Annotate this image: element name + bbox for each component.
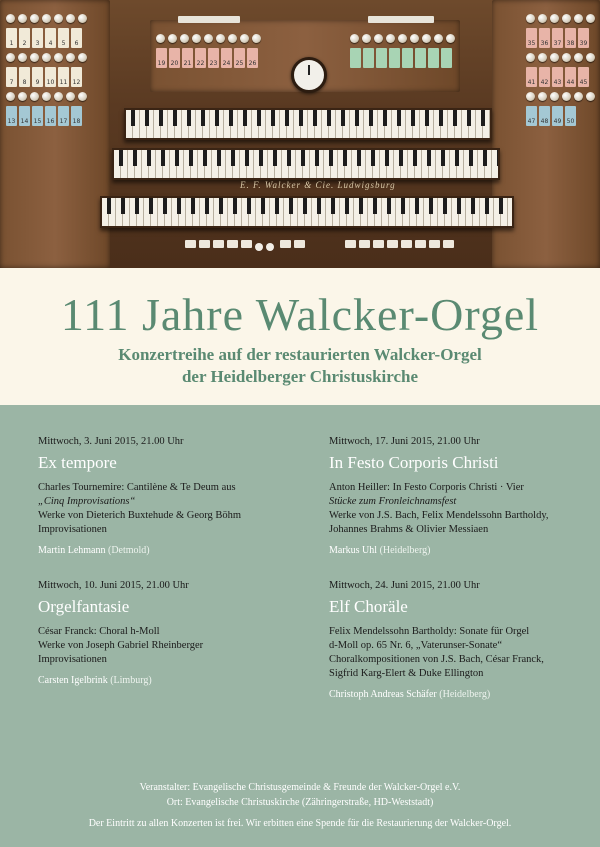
venue-line: Ort: Evangelische Christuskirche (Zähringerstraße, HD-Weststadt) <box>166 797 434 808</box>
stop-tab: 16 <box>45 106 56 126</box>
concert-3 <box>38 580 298 686</box>
performer-name: Martin Lehmann <box>38 545 106 556</box>
stop-tab: 39 <box>578 28 589 48</box>
concert-date: Mittwoch, 17. Juni 2015, 21.00 Uhr <box>329 436 480 447</box>
manual-keyboard-1 <box>100 196 514 228</box>
stop-tab: 38 <box>565 28 576 48</box>
program-line: Werke von J.S. Bach, Felix Mendelssohn Bartholdy, <box>329 510 549 521</box>
concert-performer <box>329 689 589 700</box>
manual-keyboard-3 <box>124 108 492 140</box>
subtitle <box>0 344 600 388</box>
stop-tab: 14 <box>19 106 30 126</box>
stop-tab: 11 <box>58 67 69 87</box>
stop-tab: 13 <box>6 106 17 126</box>
performer-name: Markus Uhl <box>329 545 378 556</box>
stop-tab: 4 <box>45 28 56 48</box>
concert-program <box>329 625 589 681</box>
stop-tab: 43 <box>552 67 563 87</box>
center-left-stops <box>156 34 261 68</box>
maker-inscription: E. F. Walcker & Cie. Ludwigsburg <box>240 180 396 190</box>
admission-line: Der Eintritt zu allen Konzerten ist frei. Wir erbitten eine Spende für die Restaurierung der Walcker-Orgel. <box>88 818 512 829</box>
organ-console-photo <box>0 0 600 268</box>
stop-tab: 5 <box>58 28 69 48</box>
stop-tab: 37 <box>552 28 563 48</box>
pistons-center <box>280 240 305 248</box>
center-right-stops <box>350 34 455 68</box>
subtitle-line-2: der Heidelberger Christuskirche <box>181 367 419 386</box>
program-line: César Franck: Choral h-Moll <box>38 626 160 637</box>
program-line: Improvisationen <box>38 524 107 535</box>
stop-tab: 2 <box>19 28 30 48</box>
stop-tab: 19 <box>156 48 167 68</box>
stop-tab: 44 <box>565 67 576 87</box>
concert-title: Elf Choräle <box>329 597 408 616</box>
concert-title: Orgelfantasie <box>38 597 130 616</box>
stop-tab: 18 <box>71 106 82 126</box>
program-line: Sigfrid Karg-Elert & Duke Ellington <box>329 668 484 679</box>
stop-tab: 15 <box>32 106 43 126</box>
performer-city: (Limburg) <box>110 675 152 686</box>
performer-city: (Heidelberg) <box>379 545 431 556</box>
concert-title: In Festo Corporis Christi <box>329 453 499 472</box>
concert-1 <box>38 436 298 556</box>
program-line: d-Moll op. 65 Nr. 6, „Vaterunser-Sonate“ <box>329 640 502 651</box>
concert-program <box>38 625 298 667</box>
concert-date: Mittwoch, 24. Juni 2015, 21.00 Uhr <box>329 580 480 591</box>
stop-tab: 24 <box>221 48 232 68</box>
performer-city: (Detmold) <box>107 545 150 556</box>
program-line: Werke von Dieterich Buxtehude & Georg Böhm <box>38 510 242 521</box>
stop-tab: 21 <box>182 48 193 68</box>
program-line: Improvisationen <box>38 654 107 665</box>
stop-tab: 6 <box>71 28 82 48</box>
stop-tab: 12 <box>71 67 82 87</box>
program-line: Johannes Brahms & Olivier Messiaen <box>329 524 489 535</box>
subtitle-line-1: Konzertreihe auf der restaurierten Walcker-Orgel <box>118 345 482 364</box>
label-plate-left <box>178 16 240 23</box>
concert-4 <box>329 580 589 700</box>
stop-tab: 41 <box>526 67 537 87</box>
concert-program <box>38 481 298 537</box>
stop-tab: 17 <box>58 106 69 126</box>
stop-tab: 45 <box>578 67 589 87</box>
stop-tab: 25 <box>234 48 245 68</box>
concert-date: Mittwoch, 10. Juni 2015, 21.00 Uhr <box>38 580 189 591</box>
stop-tab: 8 <box>19 67 30 87</box>
concert-program <box>329 481 589 537</box>
stop-tab: 22 <box>195 48 206 68</box>
stop-tab: 47 <box>526 106 537 126</box>
stop-tab: 36 <box>539 28 550 48</box>
stop-tab: 48 <box>539 106 550 126</box>
stop-tab: 42 <box>539 67 550 87</box>
program-line: Stücke zum Fronleichnamsfest <box>329 496 457 507</box>
stop-tab: 1 <box>6 28 17 48</box>
concert-title: Ex tempore <box>38 453 117 472</box>
concert-performer <box>38 675 298 686</box>
right-stops <box>526 14 595 126</box>
performer-city: (Heidelberg) <box>439 689 491 700</box>
program-line: Anton Heiller: In Festo Corporis Christi · Vier <box>329 482 524 493</box>
footer <box>0 780 600 831</box>
program-line: „Cinq Improvisations“ <box>38 496 136 507</box>
program-line: Charles Tournemire: Cantilène & Te Deum aus <box>38 482 236 493</box>
title-band <box>0 268 600 405</box>
stop-tab: 49 <box>552 106 563 126</box>
stop-tab: 20 <box>169 48 180 68</box>
pistons-right <box>345 240 454 248</box>
concert-performer <box>38 545 298 556</box>
stop-tab: 50 <box>565 106 576 126</box>
pressure-gauge-icon <box>291 57 327 93</box>
performer-name: Christoph Andreas Schäfer <box>329 689 437 700</box>
stop-tab: 3 <box>32 28 43 48</box>
page-title: 111 Jahre Walcker-Orgel <box>60 289 540 340</box>
program-line: Werke von Joseph Gabriel Rheinberger <box>38 640 204 651</box>
stop-tab: 9 <box>32 67 43 87</box>
stop-tab: 26 <box>247 48 258 68</box>
pistons-left <box>185 240 274 251</box>
performer-name: Carsten Igelbrink <box>38 675 108 686</box>
label-plate-right <box>368 16 434 23</box>
organizer-line: Veranstalter: Evangelische Christusgemeinde & Freunde der Walcker-Orgel e.V. <box>139 782 461 793</box>
concert-date: Mittwoch, 3. Juni 2015, 21.00 Uhr <box>38 436 184 447</box>
stop-tab: 35 <box>526 28 537 48</box>
stop-tab: 10 <box>45 67 56 87</box>
concert-performer <box>329 545 589 556</box>
program-line: Felix Mendelssohn Bartholdy: Sonate für Orgel <box>329 626 530 637</box>
manual-keyboard-2 <box>112 148 500 180</box>
stop-tab: 23 <box>208 48 219 68</box>
concert-2 <box>329 436 589 556</box>
program-line: Choralkompositionen von J.S. Bach, César Franck, <box>329 654 544 665</box>
left-stops <box>6 14 87 126</box>
stop-tab: 7 <box>6 67 17 87</box>
